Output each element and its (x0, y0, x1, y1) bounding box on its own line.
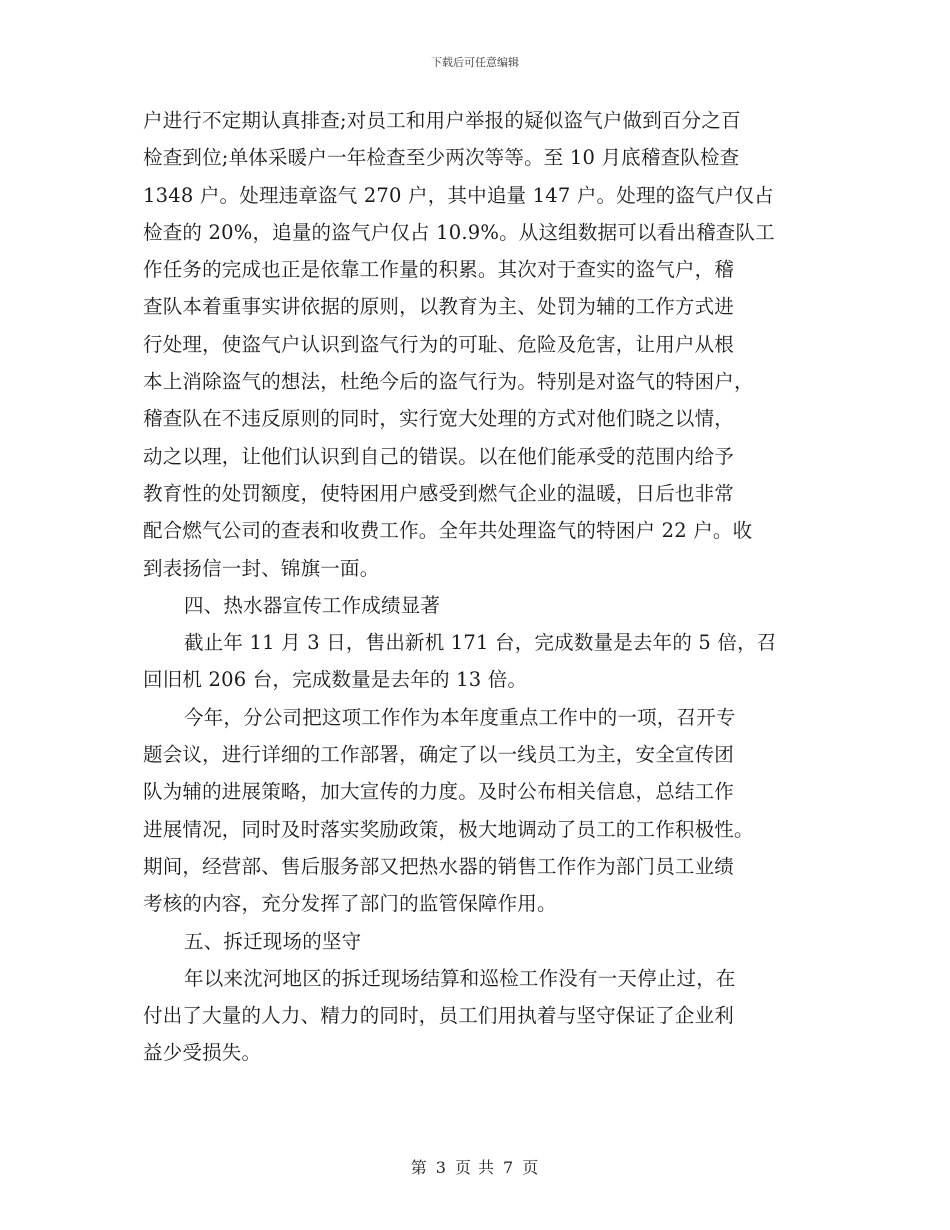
text-line: 动之以理，让他们认识到自己的错误。以在他们能承受的范围内给予 (143, 444, 735, 468)
text-line: 教育性的处罚额度，使特困用户感受到燃气企业的温暖，日后也非常 (143, 481, 735, 505)
footer-suffix: 页 (522, 1158, 540, 1177)
page-footer (0, 1155, 950, 1178)
current-page-number: 3 (435, 1158, 447, 1177)
document-body (143, 102, 808, 1072)
text-line: 益少受损失。 (143, 1041, 262, 1065)
footer-prefix: 第 (410, 1158, 428, 1177)
text-line: 配合燃气公司的查表和收费工作。全年共处理盗气的特困户 22 户。收 (143, 519, 753, 543)
section-heading: 四、热水器宣传工作成绩显著 (184, 593, 441, 617)
text-line: 进展情况，同时及时落实奖励政策，极大地调动了员工的工作积极性。 (143, 817, 754, 841)
text-line: 考核的内容，充分发挥了部门的监管保障作用。 (143, 892, 557, 916)
text-line: 1348 户。处理违章盗气 270 户，其中追量 147 户。处理的盗气户仅占 (143, 183, 774, 207)
text-line: 检查到位;单体采暖户一年检查至少两次等等。至 10 月底稽查队检查 (143, 146, 740, 170)
text-line: 检查的 20%，追量的盗气户仅占 10.9%。从这组数据可以看出稽查队工 (143, 220, 775, 244)
text-line: 期间，经营部、售后服务部又把热水器的销售工作作为部门员工业绩 (143, 854, 735, 878)
text-line: 查队本着重事实讲依据的原则，以教育为主、处罚为辅的工作方式进 (143, 295, 735, 319)
text-line: 付出了大量的人力、精力的同时，员工们用执着与坚守保证了企业利 (143, 1004, 735, 1028)
footer-mid: 页 共 (454, 1158, 496, 1177)
text-line: 队为辅的进展策略，加大宣传的力度。及时公布相关信息，总结工作 (143, 780, 735, 804)
page-header: 下载后可任意编辑 (431, 56, 519, 69)
text-line: 回旧机 206 台，完成数量是去年的 13 倍。 (143, 668, 528, 692)
total-page-number: 7 (503, 1158, 515, 1177)
text-line: 户进行不定期认真排查;对员工和用户举报的疑似盗气户做到百分之百 (143, 109, 741, 132)
text-line: 到表扬信一封、锦旗一面。 (143, 556, 380, 580)
text-line: 年以来沈河地区的拆迁现场结算和巡检工作没有一天停止过，在 (184, 966, 736, 990)
section-heading: 五、拆迁现场的坚守 (184, 929, 362, 953)
text-line: 本上消除盗气的想法，杜绝今后的盗气行为。特别是对盗气的特困户， (143, 370, 754, 394)
text-line: 今年，分公司把这项工作作为本年度重点工作中的一项，召开专 (184, 705, 736, 729)
text-line: 稽查队在不违反原则的同时，实行宽大处理的方式对他们晓之以情， (143, 407, 735, 431)
text-line: 截止年 11 月 3 日，售出新机 171 台，完成数量是去年的 5 倍，召 (184, 631, 777, 655)
text-line: 行处理，使盗气户认识到盗气行为的可耻、危险及危害，让用户从根 (143, 332, 735, 356)
text-line: 作任务的完成也正是依靠工作量的积累。其次对于查实的盗气户，稽 (143, 258, 735, 282)
text-line: 题会议，进行详细的工作部署，确定了以一线员工为主，安全宣传团 (143, 743, 735, 767)
